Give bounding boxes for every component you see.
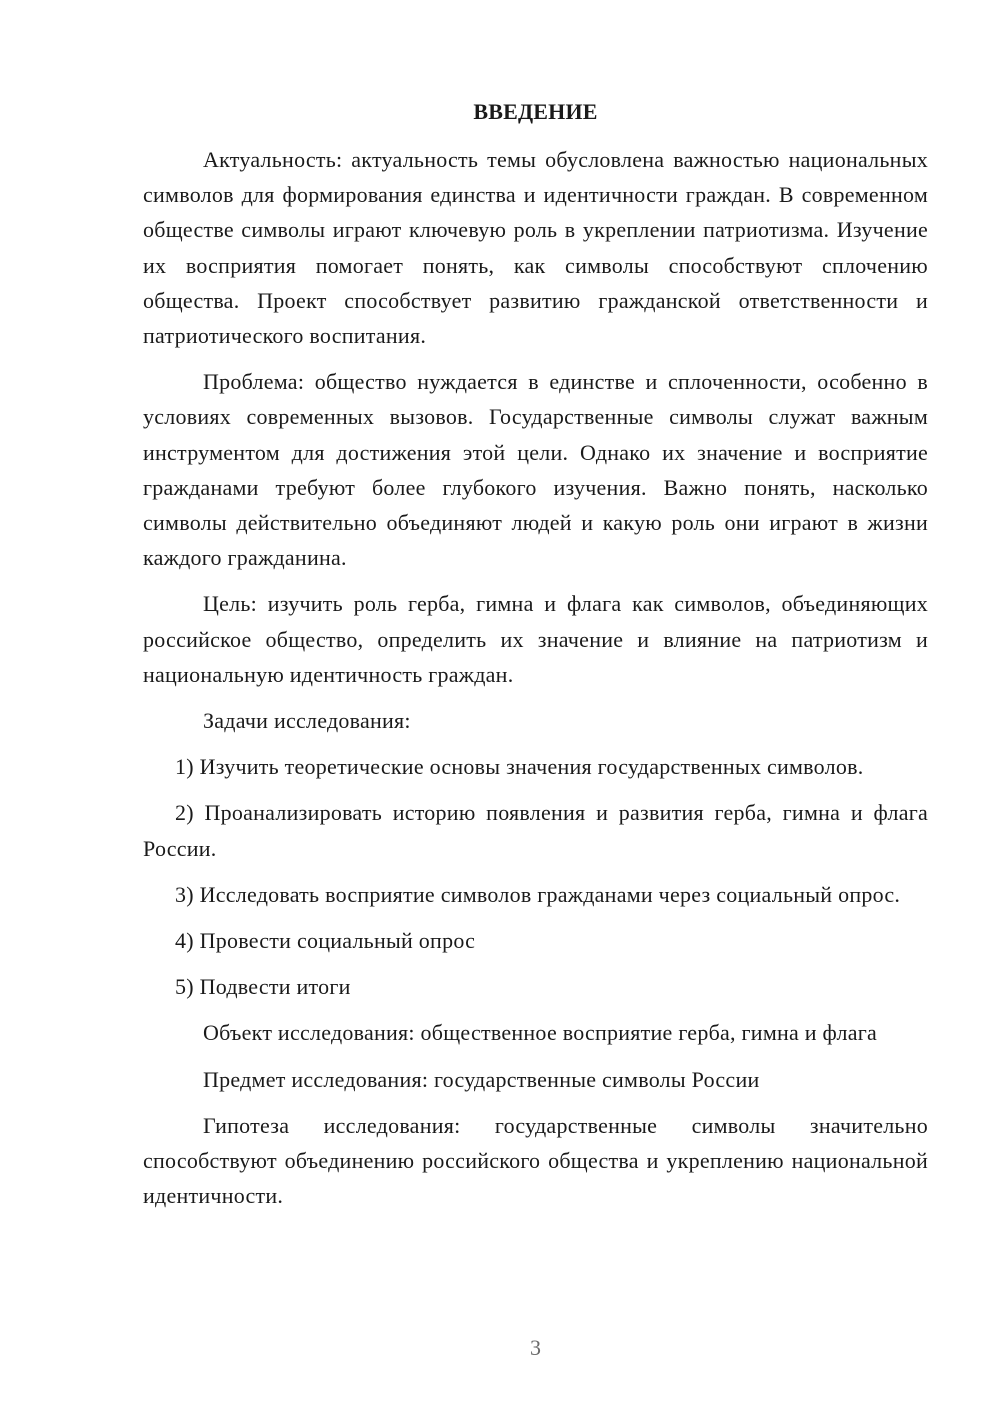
paragraph-problem: Проблема: общество нуждается в единстве и сплоченности, особенно в условиях современных вызовов. Государственные символы служат важным инструментом для достижения этой цели. Однако их значение и восприятие гражданами требуют более глубокого изучения. Важно понять, насколько символы действительно объединяют людей и какую роль они играют в жизни каждого гражданина. <box>143 369 928 571</box>
page-title: ВВЕДЕНИЕ <box>473 99 598 124</box>
paragraph-tasks-heading: Задачи исследования: <box>203 708 411 734</box>
document-body <box>143 142 928 1213</box>
task-item-1: 1) Изучить теоретические основы значения государственных символов. <box>175 754 864 780</box>
paragraph-subject: Предмет исследования: государственные символы России <box>203 1066 760 1092</box>
paragraph-hypothesis: Гипотеза исследования: государственные символы значительно способствуют объединению российского общества и укреплению национальной идентичности. <box>143 1112 928 1209</box>
task-item-4: 4) Провести социальный опрос <box>175 928 476 954</box>
task-item-5: 5) Подвести итоги <box>175 974 351 1000</box>
task-item-2: 2) Проанализировать историю появления и развития герба, гимна и флага России. <box>143 800 928 861</box>
paragraph-goal: Цель: изучить роль герба, гимна и флага как символов, объединяющих российское общество, определить их значение и влияние на патриотизм и национальную идентичность граждан. <box>143 591 928 687</box>
paragraph-object: Объект исследования: общественное восприятие герба, гимна и флага <box>203 1020 878 1046</box>
page-number: 3 <box>530 1335 541 1360</box>
task-item-3: 3) Исследовать восприятие символов гражданами через социальный опрос. <box>175 881 901 907</box>
paragraph-relevance: Актуальность: актуальность темы обусловлена важностью национальных символов для формирования единства и идентичности граждан. В современном обществе символы играют ключевую роль в укреплении патриотизма. Изучение их восприятия помогает понять, как символы способствуют сплочению общества. Проект способствует развитию гражданской ответственности и патриотического воспитания. <box>143 147 928 349</box>
